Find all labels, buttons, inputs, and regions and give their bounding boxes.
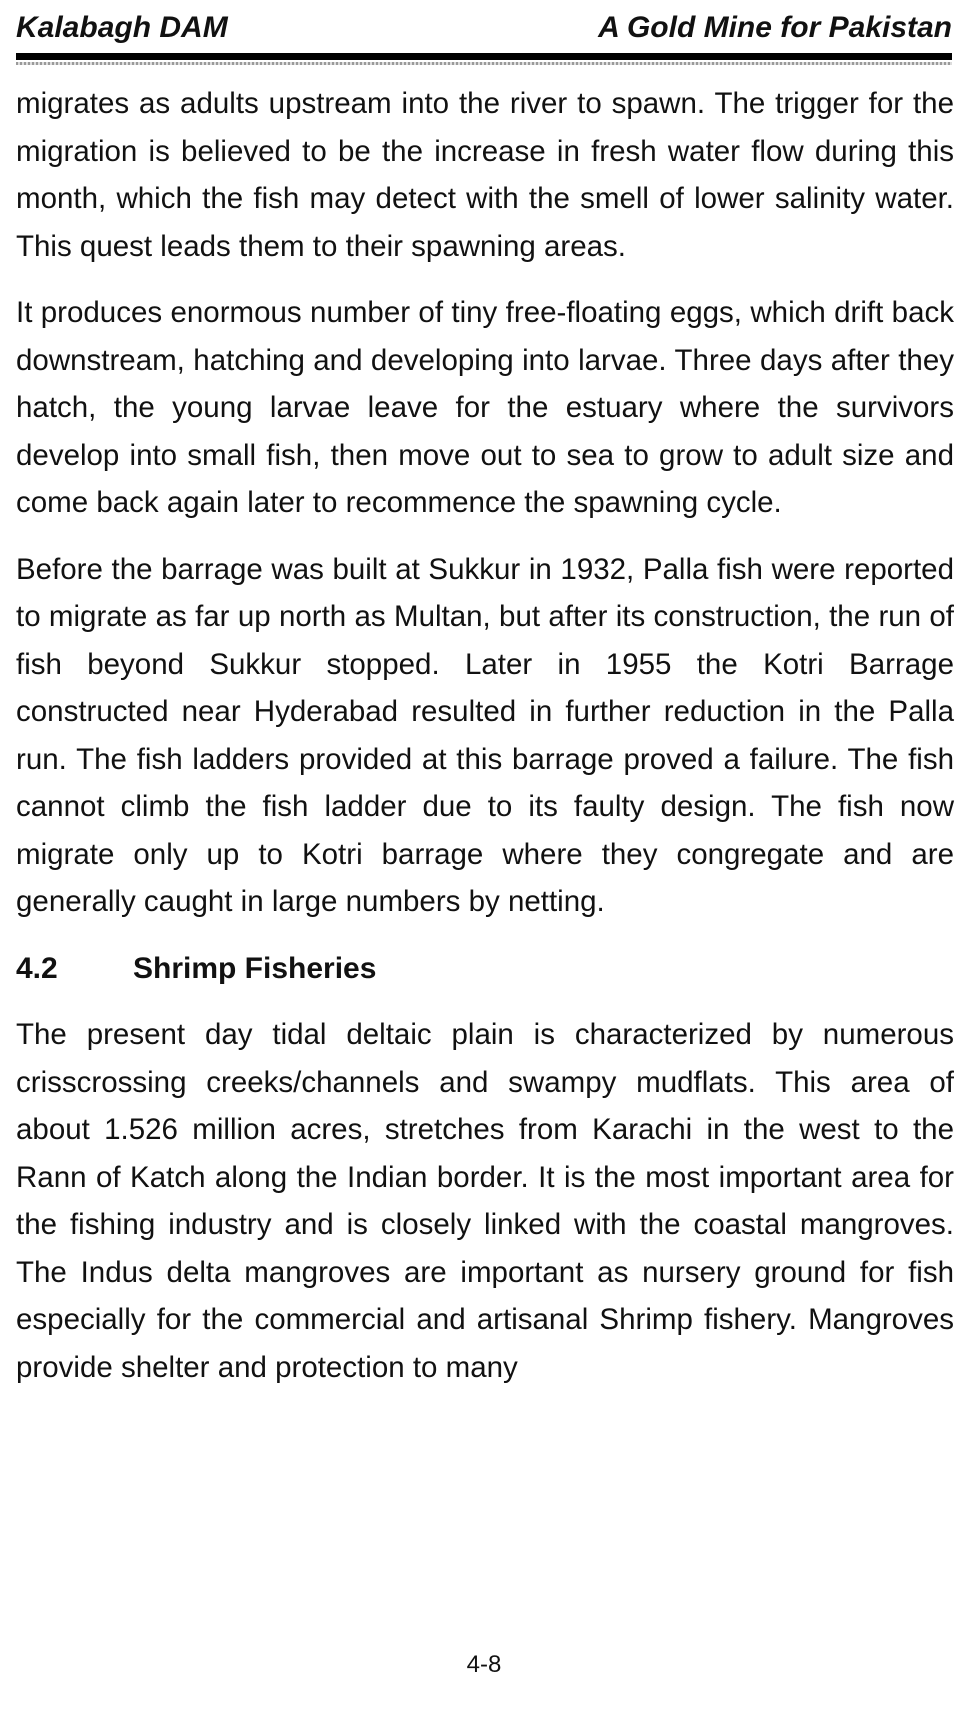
section-heading	[16, 945, 954, 993]
paragraph-shrimp-fisheries: The present day tidal deltaic plain is characterized by numerous crisscrossing creeks/channels and swampy mudflats. This area of about 1.526 million acres, stretches from Karachi in the west to the Rann of Katch along the Indian border. It is the most important area for the fishing industry and is closely linked with the coastal mangroves. The Indus delta mangroves are important as nursery ground for fish especially for the commercial and artisanal Shrimp fishery. Mangroves provide shelter and protection to many	[16, 1018, 954, 1384]
body-text	[16, 80, 954, 1410]
section-number: 4.2	[16, 951, 58, 985]
header-rule-shadow	[16, 62, 952, 65]
page-number: 4-8	[466, 1651, 502, 1678]
paragraph-migration: migrates as adults upstream into the river to spawn. The trigger for the migration is believed to be the increase in fresh water flow during this month, which the fish may detect with the smell of lower salinity water. This quest leads them to their spawning areas.	[16, 87, 954, 263]
paragraph-barrage-history: Before the barrage was built at Sukkur in 1932, Palla fish were reported to migrate as far up north as Multan, but after its construction, the run of fish beyond Sukkur stopped. Later in 1955 the Kotri Barrage constructed near Hyderabad resulted in further reduction in the Palla run. The fish ladders provided at this barrage proved a failure. The fish cannot climb the fish ladder due to its faulty design. The fish now migrate only up to Kotri barrage where they congregate and are generally caught in large numbers by netting.	[16, 552, 954, 918]
paragraph-eggs-larvae: It produces enormous number of tiny free-floating eggs, which drift back downstream, hatching and developing into larvae. Three days after they hatch, the young larvae leave for the estuary where the survivors develop into small fish, then move out to sea to grow to adult size and come back again later to recommence the spawning cycle.	[16, 296, 954, 519]
section-title: Shrimp Fisheries	[133, 951, 377, 985]
header-rule	[16, 53, 952, 60]
header-book-title: Kalabagh DAM	[16, 11, 228, 44]
header-subtitle: A Gold Mine for Pakistan	[598, 11, 952, 44]
running-header	[16, 6, 952, 46]
